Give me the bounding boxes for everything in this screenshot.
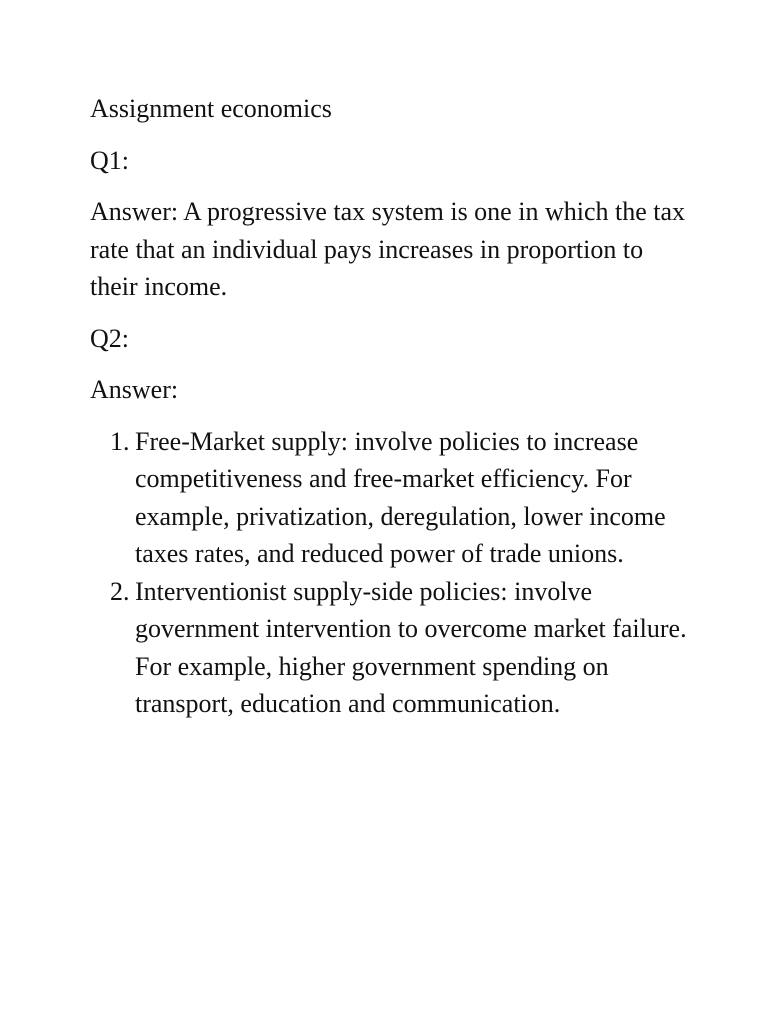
list-item-number: 2.: [110, 576, 130, 606]
list-item: [90, 573, 690, 723]
question-2-answer-label: Answer:: [90, 375, 179, 404]
question-2-label: Q2:: [90, 323, 129, 353]
question-1-label: Q1:: [90, 145, 129, 175]
list-item-number: 1.: [110, 426, 130, 456]
list-item: [90, 423, 690, 573]
list-item-text: Interventionist supply-side policies: involve government intervention to overcome market failure. For example, higher government spending on transport, education and communication.: [135, 576, 687, 718]
question-2-answer-list: [90, 423, 690, 723]
document-title: Assignment economics: [90, 94, 332, 123]
question-1-answer: Answer: A progressive tax system is one in which the tax rate that an individual pays increases in proportion to their income.: [90, 197, 686, 301]
document-page: [90, 90, 690, 723]
list-item-text: Free-Market supply: involve policies to increase competitiveness and free-market efficiency. For example, privatization, deregulation, lower income taxes rates, and reduced power of trade unions.: [135, 426, 666, 568]
